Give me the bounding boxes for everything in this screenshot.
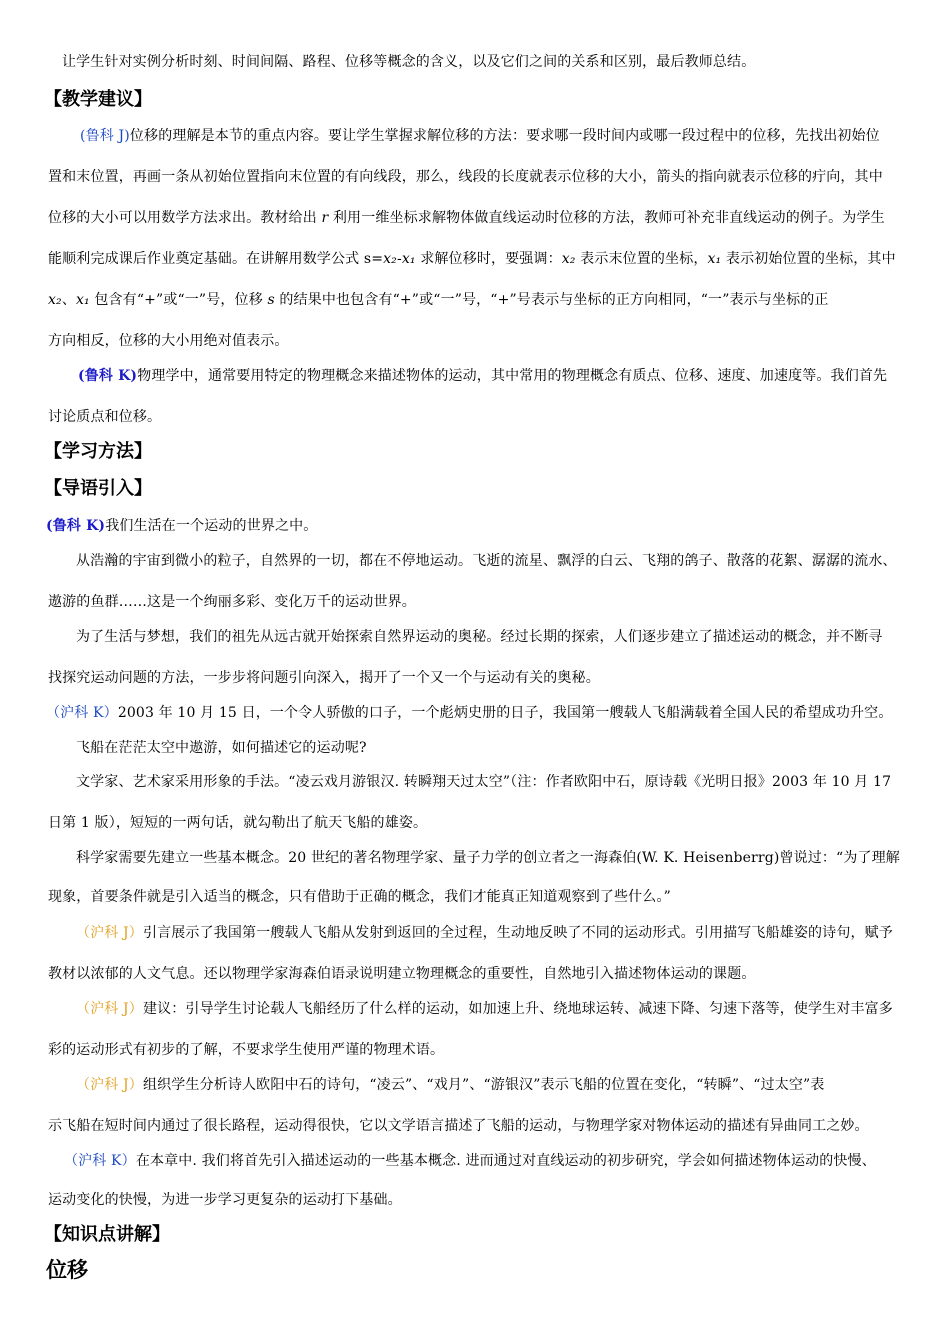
paragraph-intro-8-line-1 <box>76 923 936 943</box>
source-tag: （沪科 J） <box>76 1077 143 1093</box>
text: 、 <box>61 292 76 308</box>
paragraph-intro-11-line-1 <box>64 1151 924 1171</box>
text: - <box>396 251 402 267</box>
paragraph-intro-9-line-2: 彩的运动形式有初步的了解，不要求学生使用严谨的物理术语。 <box>48 1042 445 1058</box>
paragraph-intro-3-line-1: 为了生活与梦想，我们的祖先从远古就开始探索自然界运动的奥秘。经过长期的探索，人们逐步建立了描述运动的概念，并不断寻 <box>76 629 883 645</box>
paragraph-suggestion-2-line-2: 讨论质点和位移。 <box>48 409 162 425</box>
source-tag: (鲁科 K) <box>46 518 106 534</box>
paragraph-intro-2-line-2: 遨游的鱼群……这是一个绚丽多彩、变化万千的运动世界。 <box>48 594 416 610</box>
heading-teaching-suggestion: 【教学建议】 <box>44 89 152 110</box>
text: 位移的大小可以用数学方法求出。教材给出 <box>48 210 322 226</box>
text: 建议：引导学生讨论载人飞船经历了什么样的运动，如加速上升、绕地球运转、减速下降、匀速下落等，使学生对丰富多 <box>142 1001 893 1017</box>
text: 表示末位置的坐标， <box>575 251 708 267</box>
text: 表示初始位置的坐标，其中 <box>721 251 896 267</box>
variable: r <box>321 210 329 226</box>
paragraph-intro-6-line-2: 日第 1 版），短短的一两句话，就勾勒出了航天飞船的雄姿。 <box>48 815 428 831</box>
paragraph-intro-7-line-2: 现象，首要条件就是引入适当的概念，只有借助于正确的概念，我们才能真正知道观察到了些什么。” <box>48 889 671 905</box>
variable: x₂ <box>48 292 62 308</box>
text: 的结果中也包含有“+”或“一”号，“+”号表示与坐标的正方向相同，“一”表示与坐标的正 <box>274 292 829 308</box>
text: 求解位移时，要强调： <box>415 251 562 267</box>
paragraph-intro-10-line-1 <box>76 1075 936 1095</box>
variable: x₁ <box>75 292 90 308</box>
source-tag: （沪科 K） <box>46 705 118 721</box>
paragraph-suggestion-1-line-6: 方向相反，位移的大小用绝对值表示。 <box>48 333 289 349</box>
heading-introduction: 【导语引入】 <box>44 478 152 499</box>
paragraph-intro-8-line-2: 教材以浓郁的人文气息。还以物理学家海森伯语录说明建立物理概念的重要性，自然地引入描述物体运动的课题。 <box>48 966 756 982</box>
paragraph-intro-2-line-1: 从浩瀚的宇宙到微小的粒子，自然界的一切，都在不停地运动。飞逝的流星、飘浮的白云、飞翔的鸽子、散落的花絮、潺潺的流水、 <box>76 553 897 569</box>
paragraph-suggestion-1-line-4 <box>48 249 908 269</box>
source-tag: （沪科 J） <box>76 925 143 941</box>
paragraph-intro-11-line-2: 运动变化的快慢，为进一步学习更复杂的运动打下基础。 <box>48 1192 402 1208</box>
paragraph-intro-1 <box>46 516 906 536</box>
text: 我们生活在一个运动的世界之中。 <box>105 518 318 534</box>
variable: x₁ <box>707 251 722 267</box>
paragraph-suggestion-2-line-1 <box>78 366 938 386</box>
paragraph-intro-4 <box>46 703 906 723</box>
paragraph-intro-9-line-1 <box>76 999 936 1019</box>
text: 位移的理解是本节的重点内容。要让学生掌握求解位移的方法：要求哪一段时间内或哪一段过程中的位移，先找出初始位 <box>129 128 880 144</box>
text: 组织学生分析诗人欧阳中石的诗句，“凌云”、“戏月”、“游银汉”表示飞船的位置在变化，“转瞬”、“过太空”表 <box>142 1077 825 1093</box>
heading-learning-method: 【学习方法】 <box>44 441 152 462</box>
text: 能顺利完成课后作业奠定基础。在讲解用数学公式 s= <box>48 251 384 267</box>
variable: x₂ <box>383 251 397 267</box>
variable: x₂ <box>561 251 576 267</box>
text: 利用一维坐标求解物体做直线运动时位移的方法，教师可补充非直线运动的例子。为学生 <box>328 210 885 226</box>
source-tag: （沪科 K） <box>64 1153 136 1169</box>
text: 包含有“+”或“一”号，位移 <box>89 292 268 308</box>
paragraph-suggestion-1-line-3 <box>48 208 908 228</box>
source-tag: (鲁科 J) <box>80 128 130 144</box>
source-tag: （沪科 J） <box>76 1001 143 1017</box>
paragraph-suggestion-1-line-2: 置和末位置，再画一条从初始位置指向末位置的有向线段，那么，线段的长度就表示位移的大小，箭头的指向就表示位移的疔向，其中 <box>48 169 883 185</box>
paragraph-suggestion-1-line-1 <box>80 126 940 146</box>
text: 2003 年 10 月 15 日，一个令人骄傲的口子，一个彪炳史册的日子，我国第一艘载人飞船满载着全国人民的希望成功升空。 <box>117 705 893 721</box>
variable: s <box>267 292 275 308</box>
heading-knowledge-points: 【知识点讲解】 <box>44 1224 170 1245</box>
text: 物理学中，通常要用特定的物理概念来描述物体的运动，其中常用的物理概念有质点、位移、速度、加速度等。我们首先 <box>137 368 888 384</box>
source-tag: (鲁科 K) <box>78 368 138 384</box>
text: 在本章中. 我们将首先引入描述运动的一些基本概念. 进而通过对直线运动的初步研究，学会如何描述物体运动的快慢、 <box>135 1153 876 1169</box>
paragraph-intro-5: 飞船在茫茫太空中遨游，如何描述它的运动呢? <box>76 740 367 756</box>
section-title-displacement: 位移 <box>46 1258 88 1282</box>
paragraph-intro-10-line-2: 示飞船在短时间内通过了很长路程，运动得很快，它以文学语言描述了飞船的运动，与物理学家对物体运动的描述有异曲同工之妙。 <box>48 1118 869 1134</box>
paragraph-intro: 让学生针对实例分析时刻、时间间隔、路程、位移等概念的含义，以及它们之间的关系和区别，最后教师总结。 <box>62 54 756 70</box>
text: 引言展示了我国第一艘载人飞船从发射到返回的全过程，生动地反映了不同的运动形式。引用描写飞船雄姿的诗句，赋予 <box>142 925 893 941</box>
paragraph-intro-7-line-1: 科学家需要先建立一些基本概念。20 世纪的著名物理学家、量子力学的创立者之一海森伯(W. K. Heisenberrg)曾说过：“为了理解 <box>76 850 900 866</box>
paragraph-intro-6-line-1: 文学家、艺术家采用形象的手法。“凌云戏月游银汉. 转瞬翔天过太空”（注：作者欧阳中石，原诗载《光明日报》2003 年 10 月 17 <box>76 774 892 790</box>
paragraph-suggestion-1-line-5 <box>48 290 908 310</box>
paragraph-intro-3-line-2: 找探究运动问题的方法，一步步将问题引向深入，揭开了一个又一个与运动有关的奥秘。 <box>48 670 600 686</box>
variable: x₁ <box>401 251 416 267</box>
